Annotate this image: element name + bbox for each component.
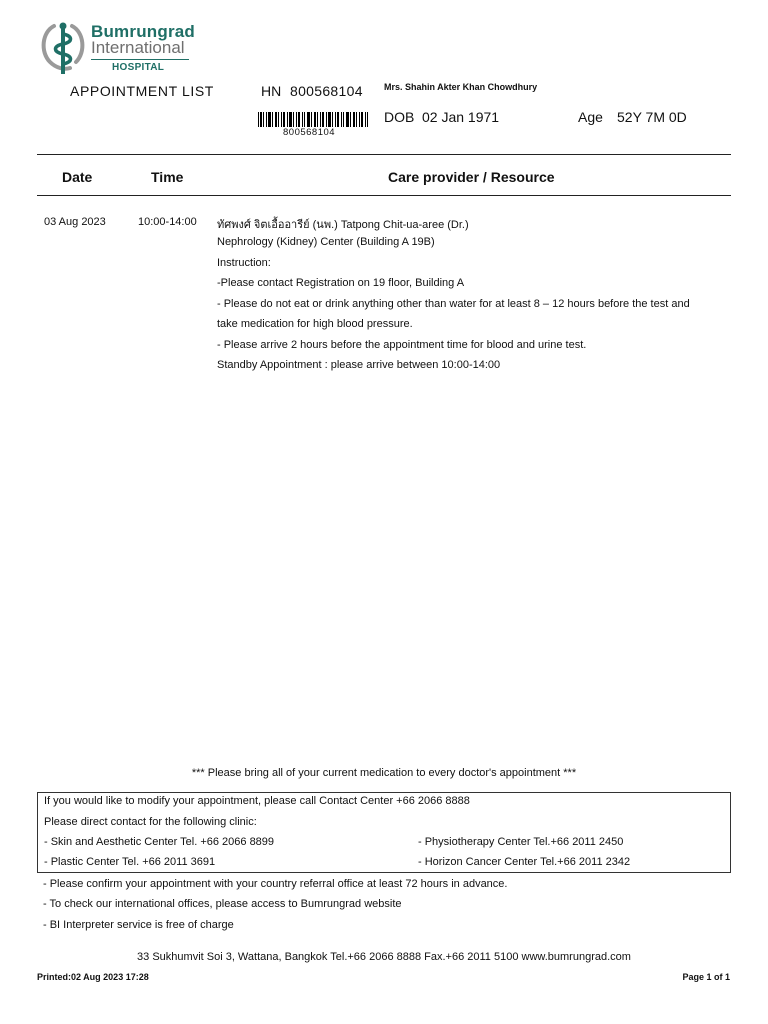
standby-appointment-note: Standby Appointment : please arrive between 10:00-14:00 — [217, 359, 501, 371]
dob-value: 02 Jan 1971 — [422, 109, 500, 125]
clinic-contact-skin: - Skin and Aesthetic Center Tel. +66 2066 8899 — [44, 836, 275, 848]
appointment-time: 10:00-14:00 — [138, 216, 197, 228]
logo-divider — [91, 59, 189, 60]
column-header-provider: Care provider / Resource — [388, 169, 555, 185]
clinic-contact-horizon: - Horizon Cancer Center Tel.+66 2011 2342 — [418, 856, 631, 868]
logo-text-line1: Bumrungrad — [91, 22, 195, 41]
instruction-line: - Please do not eat or drink anything other than water for at least 8 – 12 hours before the test and — [217, 298, 690, 310]
clinic-contact-plastic: - Plastic Center Tel. +66 2011 3691 — [44, 856, 216, 868]
provider-name: ทัศพงศ์ จิตเอื้ออารีย์ (นพ.) Tatpong Chit-ua-aree (Dr.) — [217, 219, 469, 231]
direct-contact-heading: Please direct contact for the following clinic: — [44, 816, 257, 828]
column-header-time: Time — [151, 169, 184, 185]
hn-value: 800568104 — [290, 83, 363, 99]
note-line: - Please confirm your appointment with your country referral office at least 72 hours in advance. — [43, 878, 508, 890]
document-title: APPOINTMENT LIST — [70, 83, 214, 99]
contact-info-box — [37, 792, 731, 873]
patient-name: Mrs. Shahin Akter Khan Chowdhury — [384, 82, 538, 92]
column-header-date: Date — [62, 169, 93, 185]
printed-timestamp: Printed:02 Aug 2023 17:28 — [37, 972, 149, 982]
note-line: - To check our international offices, please access to Bumrungrad website — [43, 898, 402, 910]
age-label: Age — [578, 109, 603, 125]
provider-department: Nephrology (Kidney) Center (Building A 19B) — [217, 236, 435, 248]
hospital-address: 33 Sukhumvit Soi 3, Wattana, Bangkok Tel.+66 2066 8888 Fax.+66 2011 5100 www.bumrungrad.com — [137, 951, 631, 963]
barcode-number: 800568104 — [283, 127, 336, 138]
instruction-line: take medication for high blood pressure. — [217, 318, 413, 330]
instruction-heading: Instruction: — [217, 257, 271, 269]
table-header-rule — [37, 195, 731, 196]
logo-text-line3: HOSPITAL — [112, 62, 165, 73]
clinic-contact-physiotherapy: - Physiotherapy Center Tel.+66 2011 2450 — [418, 836, 624, 848]
table-top-rule — [37, 154, 731, 155]
note-line: - BI Interpreter service is free of charge — [43, 919, 234, 931]
dob-label: DOB — [384, 109, 415, 125]
barcode-icon — [258, 112, 368, 127]
hospital-logo-icon — [38, 20, 88, 76]
age-value: 52Y 7M 0D — [617, 109, 687, 125]
page-number: Page 1 of 1 — [682, 972, 730, 982]
contact-center-line: If you would like to modify your appointment, please call Contact Center +66 2066 8888 — [44, 795, 470, 807]
appointment-date: 03 Aug 2023 — [44, 216, 106, 228]
instruction-line: -Please contact Registration on 19 floor, Building A — [217, 277, 465, 289]
instruction-line: - Please arrive 2 hours before the appointment time for blood and urine test. — [217, 339, 587, 351]
logo-text-line2: International — [91, 38, 185, 57]
hn-label: HN — [261, 83, 282, 99]
medication-notice: *** Please bring all of your current medication to every doctor's appointment *** — [191, 767, 577, 779]
